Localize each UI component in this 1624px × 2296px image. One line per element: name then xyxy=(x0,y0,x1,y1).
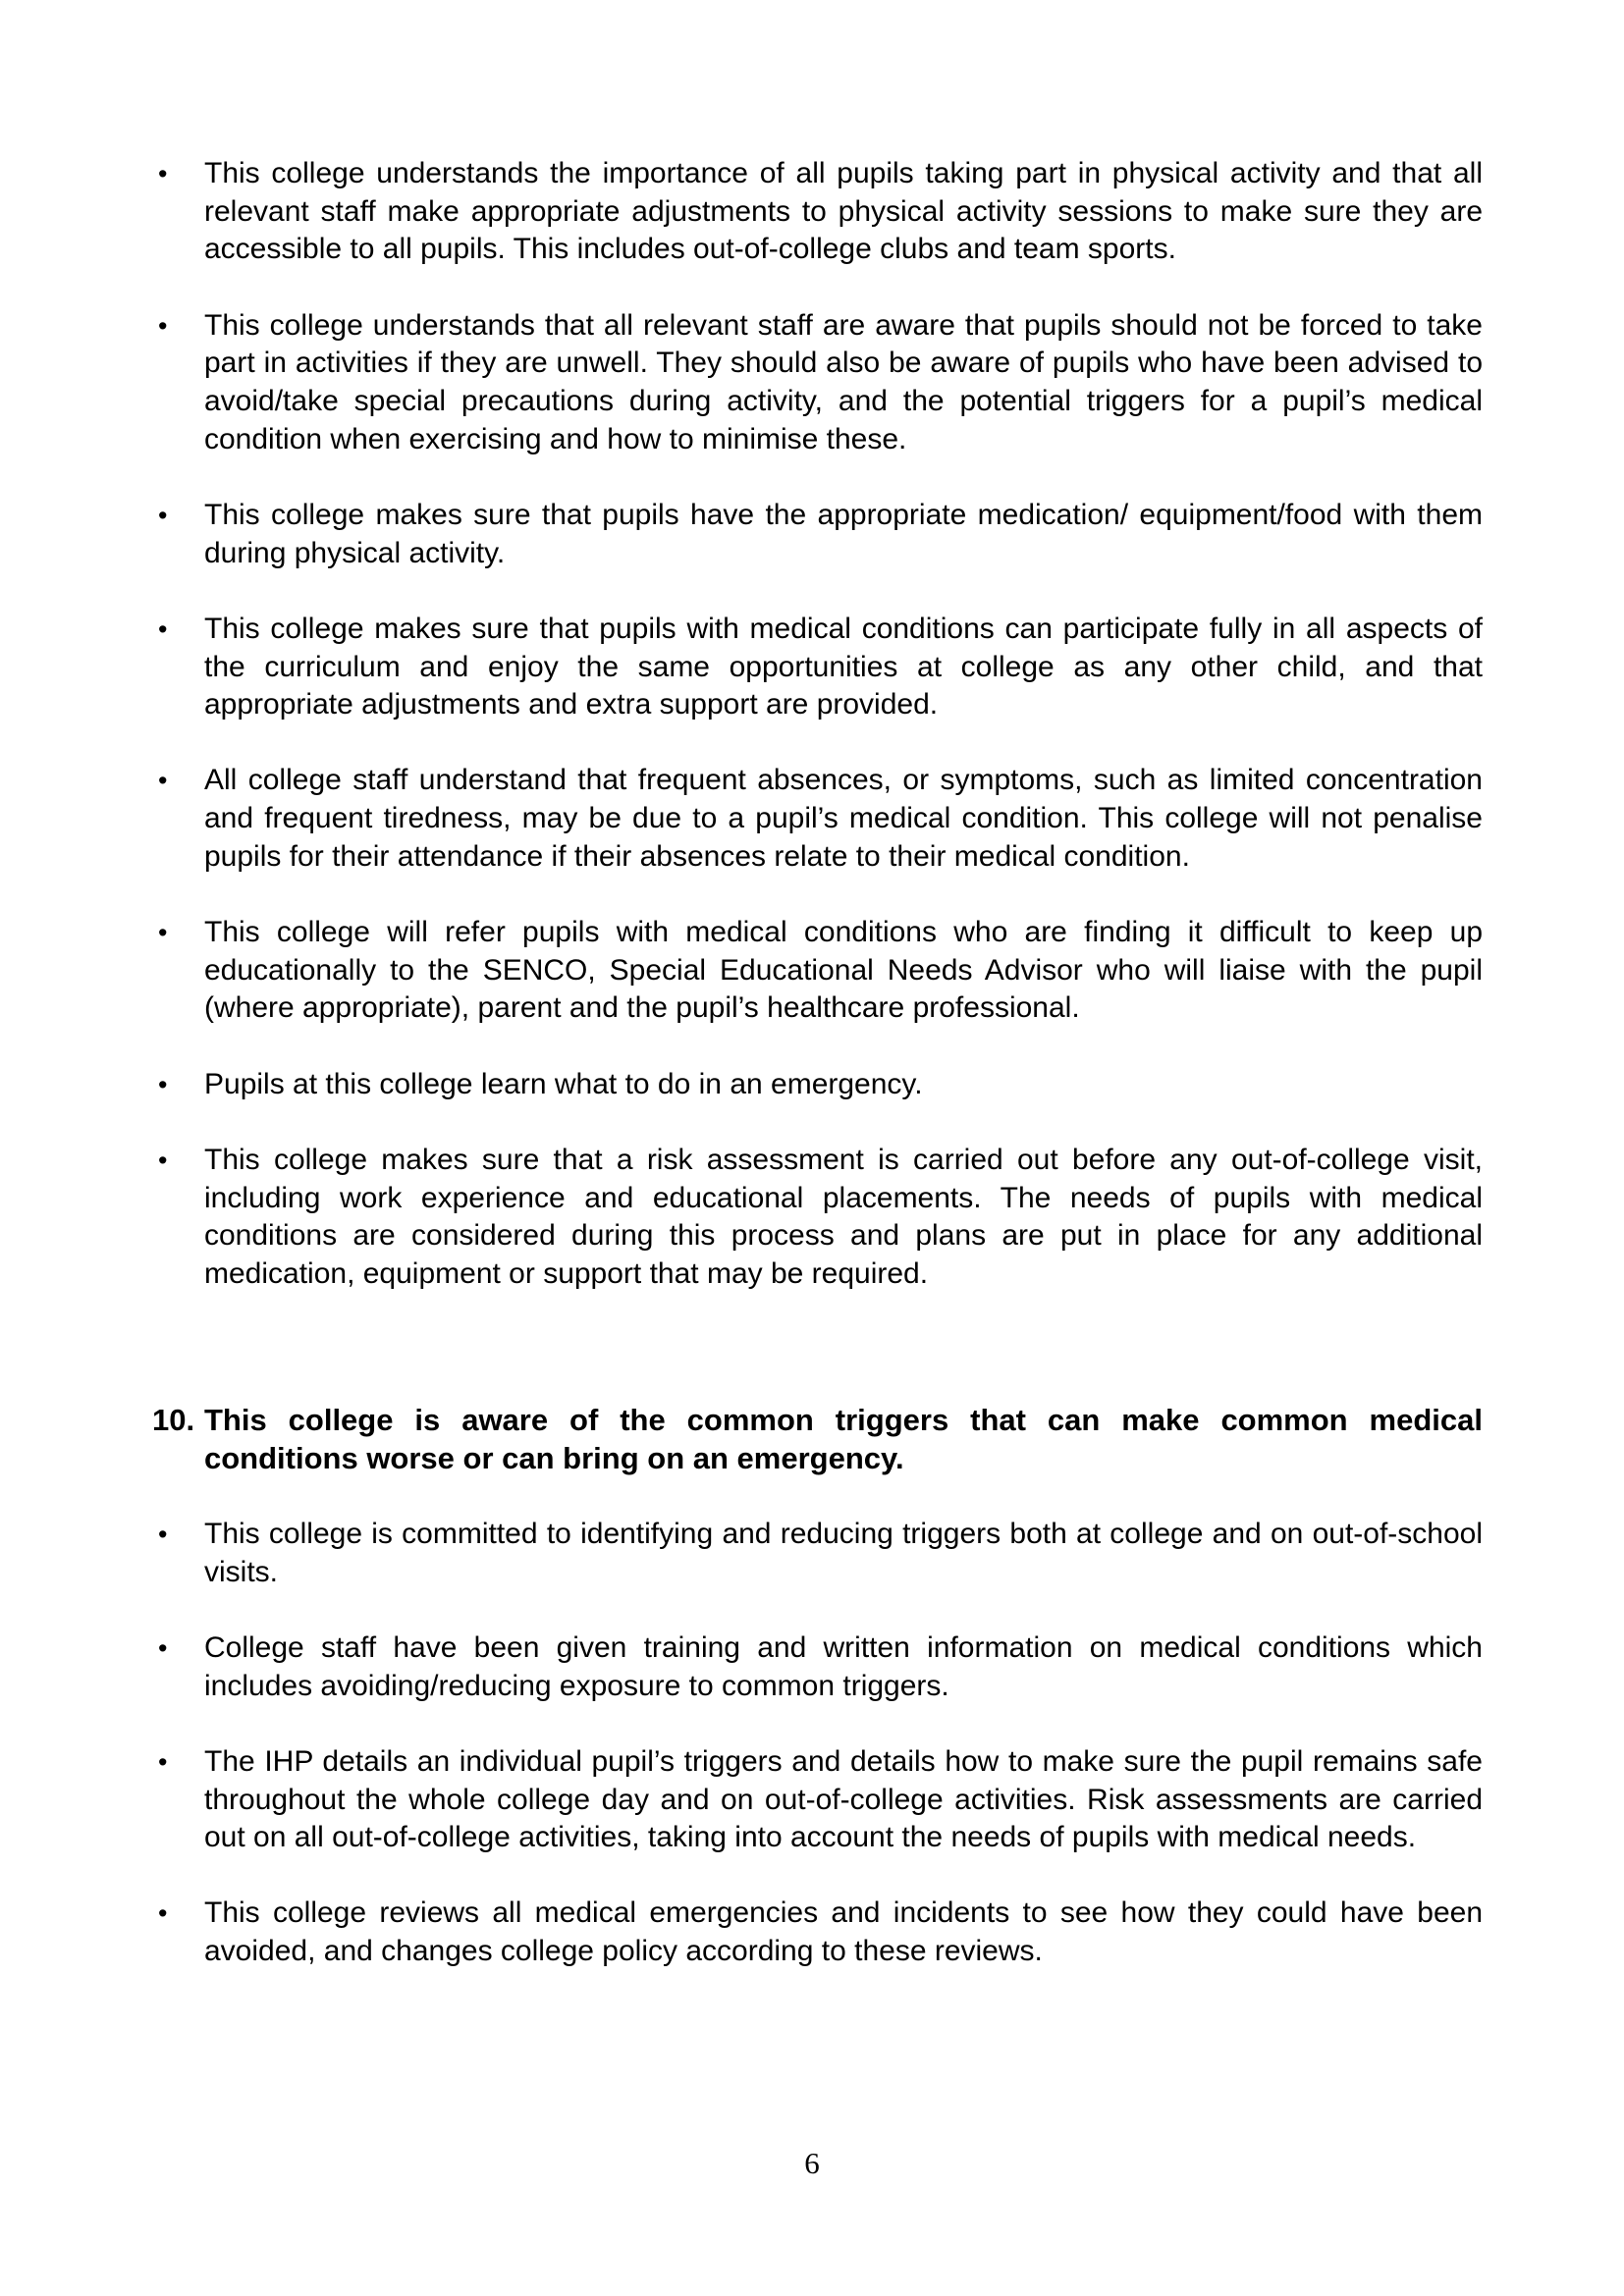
bullet-icon: • xyxy=(158,1898,168,1929)
list-item-text: All college staff understand that frequent absences, or symptoms, such as limited concentration and frequent tiredness, may be due to a pupil’s medical condition. This college will not penalise pupils for their attendance if their absences relate to their medical condition. xyxy=(204,764,1483,873)
list-item xyxy=(152,1516,1483,1591)
list-item-text: This college makes sure that pupils have the appropriate medication/ equipment/food with them during physical activity. xyxy=(204,498,1483,569)
bullet-icon: • xyxy=(158,500,168,530)
list-item xyxy=(152,1743,1483,1857)
bullet-icon: • xyxy=(158,1632,168,1663)
list-item-text: This college makes sure that pupils with medical conditions can participate fully in all aspects of the curriculum and enjoy the same opportunities at college as any other child, and that appropriate adjustments and extra support are provided. xyxy=(204,612,1483,721)
section-title: This college is aware of the common triggers that can make common medical conditions worse or can bring on an emergency. xyxy=(204,1403,1483,1475)
bullet-icon: • xyxy=(158,1069,168,1099)
list-item-text: This college is committed to identifying and reducing triggers both at college and on out-of-school visits. xyxy=(204,1518,1483,1588)
list-item-text: College staff have been given training and written information on medical conditions which includes avoiding/reducing exposure to common triggers. xyxy=(204,1630,1483,1702)
list-item xyxy=(152,611,1483,724)
list-item-text: The IHP details an individual pupil’s triggers and details how to make sure the pupil remains safe throughout the whole college day and on out-of-college activities. Risk assessments are carried out on all out-of-college activities, taking into account the needs of pupils with medical needs. xyxy=(204,1744,1483,1854)
bullet-icon: • xyxy=(158,1746,168,1777)
section-number: 10. xyxy=(152,1403,195,1437)
bullet-icon: • xyxy=(158,159,168,188)
list-item xyxy=(152,497,1483,572)
list-item xyxy=(152,1629,1483,1705)
bullet-icon: • xyxy=(158,918,168,948)
list-item xyxy=(152,1066,1483,1104)
bullet-icon: • xyxy=(158,310,168,341)
list-item-text: Pupils at this college learn what to do in an emergency. xyxy=(204,1067,923,1100)
bullet-list-physical-activity xyxy=(152,155,1483,1331)
section-heading xyxy=(152,1402,1483,1477)
list-item xyxy=(152,1895,1483,1970)
list-item-text: This college understands the importance of all pupils taking part in physical activity and that all relevant staff make appropriate adjustments to physical activity sessions to make sure they are accessible to all pupils. This includes out-of-college clubs and team sports. xyxy=(204,157,1483,266)
list-item-text: This college understands that all relevant staff are aware that pupils should not be forced to take part in activities if they are unwell. They should also be aware of pupils who have been advised to avoid/take special precautions during activity, and the potential triggers for a pupil’s medical condition when exercising and how to minimise these. xyxy=(204,308,1483,455)
list-item xyxy=(152,914,1483,1028)
list-item xyxy=(152,155,1483,269)
list-item xyxy=(152,1142,1483,1294)
bullet-icon: • xyxy=(158,766,168,796)
list-item xyxy=(152,307,1483,459)
list-item-text: This college makes sure that a risk assessment is carried out before any out-of-college visit, including work experience and educational placements. The needs of pupils with medical conditions are considered during this process and plans are put in place for any additional medication, equipment or support that may be required. xyxy=(204,1143,1483,1290)
bullet-list-triggers xyxy=(152,1516,1483,2008)
page-number: 6 xyxy=(804,2146,820,2180)
list-item-text: This college will refer pupils with medical conditions who are finding it difficult to keep up educationally to the SENCO, Special Educational Needs Advisor who will liaise with the pupil (where appropriate), parent and the pupil’s healthcare professional. xyxy=(204,916,1483,1025)
bullet-icon: • xyxy=(158,1145,168,1175)
bullet-icon: • xyxy=(158,1520,168,1549)
list-item xyxy=(152,762,1483,876)
bullet-icon: • xyxy=(158,614,168,644)
list-item-text: This college reviews all medical emergencies and incidents to see how they could have been avoided, and changes college policy according to these reviews. xyxy=(204,1896,1483,1968)
